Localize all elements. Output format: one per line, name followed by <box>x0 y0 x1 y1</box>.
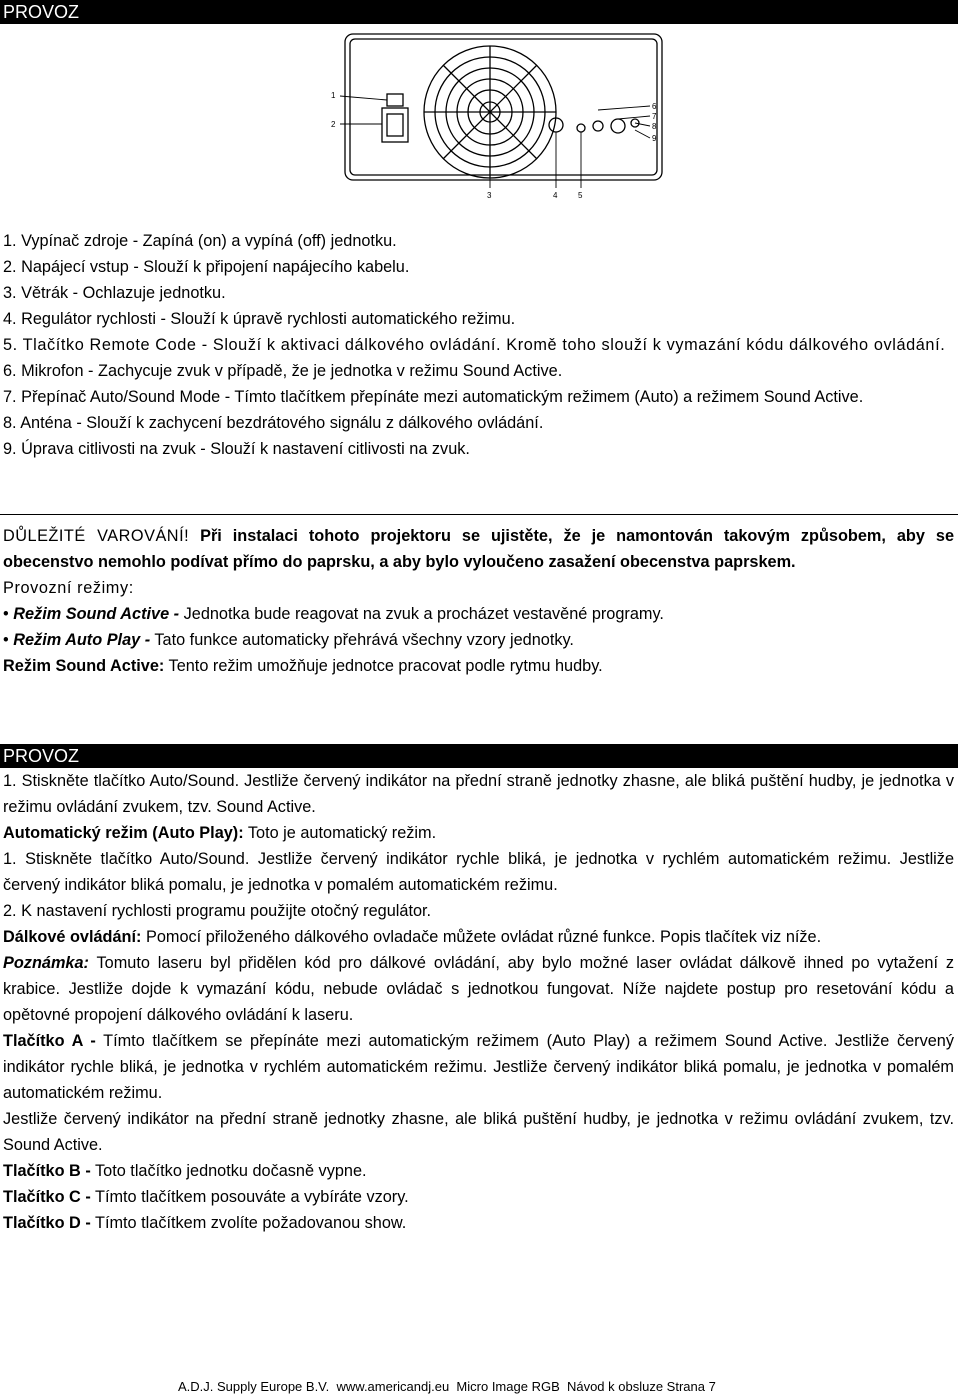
mode-auto-play: • Režim Auto Play - Tato funkce automaticky přehrává všechny vzory jednotky. <box>3 631 574 649</box>
paragraph-label: Tlačítko A - <box>3 1032 96 1050</box>
paragraph <box>3 1028 954 1106</box>
mode-text: Tento režim umožňuje jednotce pracovat podle rytmu hudby. <box>164 657 603 675</box>
modes-heading: Provozní režimy: <box>3 579 134 597</box>
paragraph: 1. Stiskněte tlačítko Auto/Sound. Jestliže červený indikátor na přední straně jednotky zhasne, ale bliká puštění hudby, je jednotka v režimu ovládání zvukem, tzv. Sound Active. <box>3 772 954 816</box>
paragraph: 2. K nastavení rychlosti programu použijte otočný regulátor. <box>3 902 432 920</box>
paragraph-label: Automatický režim (Auto Play): <box>3 824 244 842</box>
sound-active-mode <box>3 653 954 679</box>
section-header-text: PROVOZ <box>3 2 80 22</box>
paragraph-text: Toto je automatický režim. <box>243 824 437 842</box>
list-item: 7. Přepínač Auto/Sound Mode - Tímto tlačítkem přepínáte mezi automatickým režimem (Auto) a režimem Sound Active. <box>3 388 864 406</box>
diagram-label-7: 7 <box>652 112 657 121</box>
diagram-label-4: 4 <box>553 191 558 200</box>
divider <box>0 514 958 515</box>
paragraph-label: Tlačítko C - <box>3 1188 91 1206</box>
paragraph-text: Toto tlačítko jednotku dočasně vypne. <box>90 1162 367 1180</box>
paragraph-label: Dálkové ovládání: <box>3 928 142 946</box>
section-header-text: PROVOZ <box>3 746 80 766</box>
component-list <box>3 228 954 462</box>
diagram-label-1: 1 <box>331 91 336 100</box>
list-item: 1. Vypínač zdroje - Zapíná (on) a vypíná (off) jednotku. <box>3 232 397 250</box>
power-input-shape <box>382 108 408 142</box>
fan-grille <box>424 46 556 178</box>
power-switch-shape <box>387 94 403 106</box>
warning-text: Při instalaci tohoto projektoru se ujistěte, že je namontován takovým způsobem, aby se obecenstvo nemohlo podívat přímo do paprsku, a aby bylo vyloučeno zasažení obecenstva paprskem. <box>3 527 954 571</box>
paragraph-label: Tlačítko B - <box>3 1162 91 1180</box>
mode-sound-active: • Režim Sound Active - Jednotka bude reagovat na zvuk a procházet vestavěné programy. <box>3 605 664 623</box>
warning-paragraph <box>3 523 954 575</box>
list-item: 3. Větrák - Ochlazuje jednotku. <box>3 284 226 302</box>
paragraph <box>3 1158 954 1184</box>
list-item: 9. Úprava citlivosti na zvuk - Slouží k nastavení citlivosti na zvuk. <box>3 440 470 458</box>
paragraph <box>3 820 954 846</box>
list-item: 6. Mikrofon - Zachycuje zvuk v případě, že je jednotka v režimu Sound Active. <box>3 362 563 380</box>
diagram-label-9: 9 <box>652 134 657 143</box>
paragraph <box>3 1184 954 1210</box>
diagram-label-2: 2 <box>331 120 336 129</box>
panel-inner-outline <box>350 39 657 175</box>
paragraph: 1. Stiskněte tlačítko Auto/Sound. Jestliže červený indikátor rychle bliká, je jednotka v rychlém automatickém režimu. Jestliže červený indikátor bliká pomalu, je jednotka v pomalém automatickém režimu. <box>3 850 954 894</box>
paragraph-text: Pomocí přiloženého dálkového ovladače můžete ovládat různé funkce. Popis tlačítek viz níže. <box>141 928 822 946</box>
diagram-label-5: 5 <box>578 191 583 200</box>
warning-section <box>3 523 954 679</box>
page-footer: A.D.J. Supply Europe B.V. www.americandj.eu Micro Image RGB Návod k obsluze Strana 7 <box>178 1379 716 1394</box>
remote-code-button-shape <box>577 124 585 132</box>
paragraph <box>3 950 954 1028</box>
operation-section <box>3 768 954 1236</box>
mode-label: Režim Sound Active - <box>13 605 180 623</box>
diagram-label-8: 8 <box>652 122 657 131</box>
diagram-label-6: 6 <box>652 102 657 111</box>
paragraph-text: Tímto tlačítkem se přepínáte mezi automatickým režimem (Auto Play) a režimem Sound Active. Jestliže červený indikátor rychle bliká, je jednotka v rychlém automatickém režimu. Jestliže červený indikátor bliká pomalu, je jednotka v pomalém automatickém režimu. <box>3 1032 954 1102</box>
rear-panel-diagram <box>320 30 665 205</box>
list-item: 8. Anténa - Slouží k zachycení bezdrátového signálu z dálkového ovládání. <box>3 414 544 432</box>
mode-label: Režim Auto Play - <box>13 631 151 649</box>
mode-text: Jednotka bude reagovat na zvuk a procházet vestavěné programy. <box>179 605 664 623</box>
paragraph-text: Tímto tlačítkem posouváte a vybíráte vzory. <box>90 1188 409 1206</box>
mode-label: Režim Sound Active: <box>3 657 165 675</box>
list-item: 2. Napájecí vstup - Slouží k připojení napájecího kabelu. <box>3 258 410 276</box>
list-item: 5. Tlačítko Remote Code - Slouží k aktivaci dálkového ovládání. Kromě toho slouží k vymazání kódu dálkového ovládání. <box>3 336 946 354</box>
mode-text: Tato funkce automaticky přehrává všechny vzory jednotky. <box>150 631 574 649</box>
paragraph <box>3 1210 954 1236</box>
list-item: 4. Regulátor rychlosti - Slouží k úpravě rychlosti automatického režimu. <box>3 310 516 328</box>
paragraph-text: Tímto tlačítkem zvolíte požadovanou show. <box>90 1214 407 1232</box>
microphone-shape <box>593 121 603 131</box>
paragraph-text: Tomuto laseru byl přidělen kód pro dálkové ovládání, aby bylo možné laser ovládat dálkově ihned po vytažení z krabice. Jestliže dojde k vymazání kódu, nebude ovládač s jednotkou fungovat. Níže najdete postup pro resetování kódu a opětovné propojení dálkového ovládání k laseru. <box>3 954 954 1024</box>
panel-outline <box>345 34 662 180</box>
diagram-label-3: 3 <box>487 191 492 200</box>
paragraph <box>3 924 954 950</box>
paragraph-label: Tlačítko D - <box>3 1214 91 1232</box>
mode-switch-shape <box>611 119 625 133</box>
paragraph: Jestliže červený indikátor na přední straně jednotky zhasne, ale bliká puštění hudby, je jednotka v režimu ovládání zvukem, tzv. Sound Active. <box>3 1110 954 1154</box>
warning-label: DŮLEŽITÉ VAROVÁNÍ! <box>3 527 190 545</box>
section-header-provoz-2 <box>0 744 958 768</box>
paragraph-label: Poznámka: <box>3 954 89 972</box>
section-header-provoz <box>0 0 958 24</box>
